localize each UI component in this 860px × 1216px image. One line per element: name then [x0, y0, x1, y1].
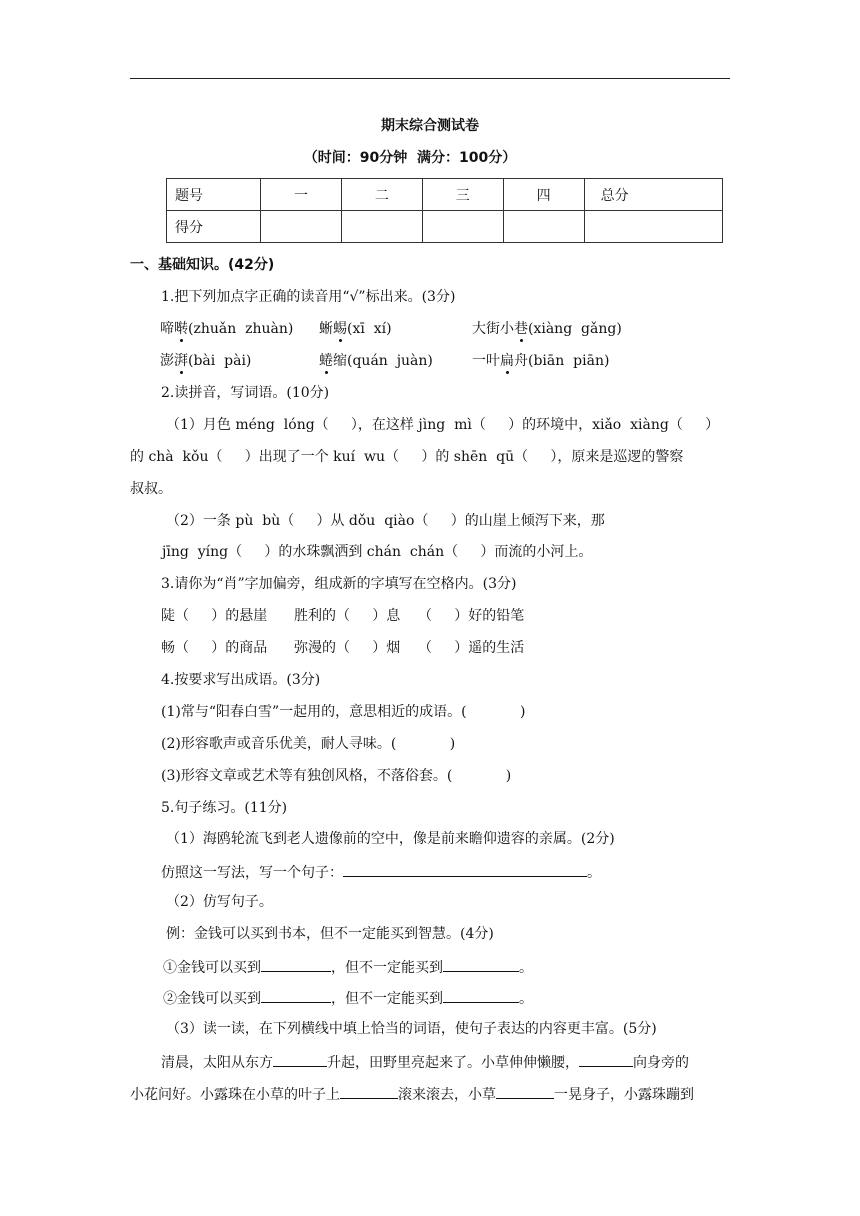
score-cell-3: 三	[422, 179, 503, 211]
q5-s2-a-blank-2[interactable]	[443, 957, 519, 972]
page-title: 期末综合测试卷	[381, 118, 479, 134]
header-rule	[130, 78, 730, 79]
q2-line-3: 叔叔。	[130, 481, 172, 497]
score-cell-label: 题号	[167, 179, 261, 211]
q3-prompt: 3.请你为“肖”字加偏旁，组成新的字填写在空格内。(3分)	[161, 576, 517, 592]
q1-item-1: 啼啭(zhuǎn zhuàn)	[160, 321, 294, 337]
q2-line-1[interactable]: （1）月色 méng lóng（ ），在这样 jìng mì（ ）的环境中，xiǎo xiàng（ ）	[166, 417, 720, 433]
q4-line-3[interactable]: (3)形容文章或艺术等有独创风格，不落俗套。( )	[161, 768, 512, 784]
q1-prompt: 1.把下列加点字正确的读音用“√”标出来。(3分)	[161, 289, 456, 305]
q5-prompt: 5.句子练习。(11分)	[161, 800, 288, 816]
page-subtitle: （时间：90分钟 满分：100分）	[303, 150, 517, 166]
q5-s2: （2）仿写句子。	[166, 894, 273, 910]
q5-s2-b-blank-1[interactable]	[261, 988, 331, 1003]
score-table	[166, 178, 723, 243]
q5-s2-example: 例：金钱可以买到书本，但不一定能买到智慧。(4分)	[166, 926, 494, 942]
q5-s1-answer-blank[interactable]	[343, 862, 587, 877]
q5-p-blank-3[interactable]	[340, 1084, 398, 1099]
q2-line-4[interactable]: （2）一条 pù bù（ ）从 dǒu qiào（ ）的山崖上倾泻下来，那	[166, 513, 605, 529]
score-row-label: 得分	[167, 211, 261, 243]
score-cell-2: 二	[341, 179, 422, 211]
score-input-3[interactable]	[422, 211, 503, 243]
q2-line-2[interactable]: 的 chà kǒu（ ）出现了一个 kuí wu（ ）的 shēn qū（ ），原来是巡逻的警察	[130, 449, 684, 465]
score-cell-total: 总分	[584, 179, 722, 211]
score-input-total[interactable]	[584, 211, 722, 243]
score-cell-1: 一	[261, 179, 342, 211]
q2-prompt: 2.读拼音，写词语。(10分)	[161, 385, 330, 401]
score-input-4[interactable]	[503, 211, 584, 243]
q5-s3: （3）读一读，在下列横线中填上恰当的词语，使句子表达的内容更丰富。(5分)	[166, 1021, 657, 1037]
q1-item-5: 蜷缩(quán juàn)	[319, 353, 433, 369]
section1-heading: 一、基础知识。(42分)	[130, 257, 275, 273]
q5-paragraph-line-2: 小花问好。小露珠在小草的叶子上 滚来滚去，小草 一晃身子，小露珠蹦到	[130, 1084, 694, 1104]
q5-s1-task: 仿照这一写法，写一个句子： 。	[161, 862, 601, 882]
q4-line-2[interactable]: (2)形容歌声或音乐优美，耐人寻味。( )	[161, 736, 456, 752]
q2-line-5[interactable]: jīng yíng（ ）的水珠飘洒到 chán chán（ ）而流的小河上。	[162, 544, 593, 560]
q5-p-blank-1[interactable]	[273, 1052, 327, 1067]
q1-item-4: 澎湃(bài pài)	[160, 353, 252, 369]
score-table-header-row	[167, 179, 723, 211]
q3-line-1[interactable]: 陡（ ）的悬崖 胜利的（ ）息 （ ）好的铅笔	[161, 608, 525, 624]
q1-item-3: 大街小巷(xiàng gǎng)	[472, 321, 622, 337]
q4-line-1[interactable]: (1)常与“阳春白雪”一起用的，意思相近的成语。( )	[161, 704, 526, 720]
q5-s2-b: ②金钱可以买到 ，但不一定能买到 。	[163, 988, 533, 1008]
q5-s2-a-blank-1[interactable]	[261, 957, 331, 972]
q5-p-blank-2[interactable]	[579, 1052, 633, 1067]
q5-paragraph-line-1: 清晨，太阳从东方 升起，田野里亮起来了。小草伸伸懒腰， 向身旁的	[161, 1052, 689, 1072]
q1-item-6: 一叶扁舟(biān piān)	[472, 353, 610, 369]
score-input-1[interactable]	[261, 211, 342, 243]
q5-p-blank-4[interactable]	[496, 1084, 554, 1099]
q5-s1: （1）海鸥轮流飞到老人遗像前的空中，像是前来瞻仰遗容的亲属。(2分)	[166, 831, 615, 847]
q1-item-2: 蜥蜴(xī xí)	[319, 321, 392, 337]
q4-prompt: 4.按要求写出成语。(3分)	[161, 672, 321, 688]
score-table-score-row	[167, 211, 723, 243]
q5-s2-b-blank-2[interactable]	[443, 988, 519, 1003]
q5-s2-a: ①金钱可以买到 ，但不一定能买到 。	[163, 957, 533, 977]
q3-line-2[interactable]: 畅（ ）的商品 弥漫的（ ）烟 （ ）遥的生活	[161, 640, 525, 656]
score-cell-4: 四	[503, 179, 584, 211]
score-input-2[interactable]	[341, 211, 422, 243]
